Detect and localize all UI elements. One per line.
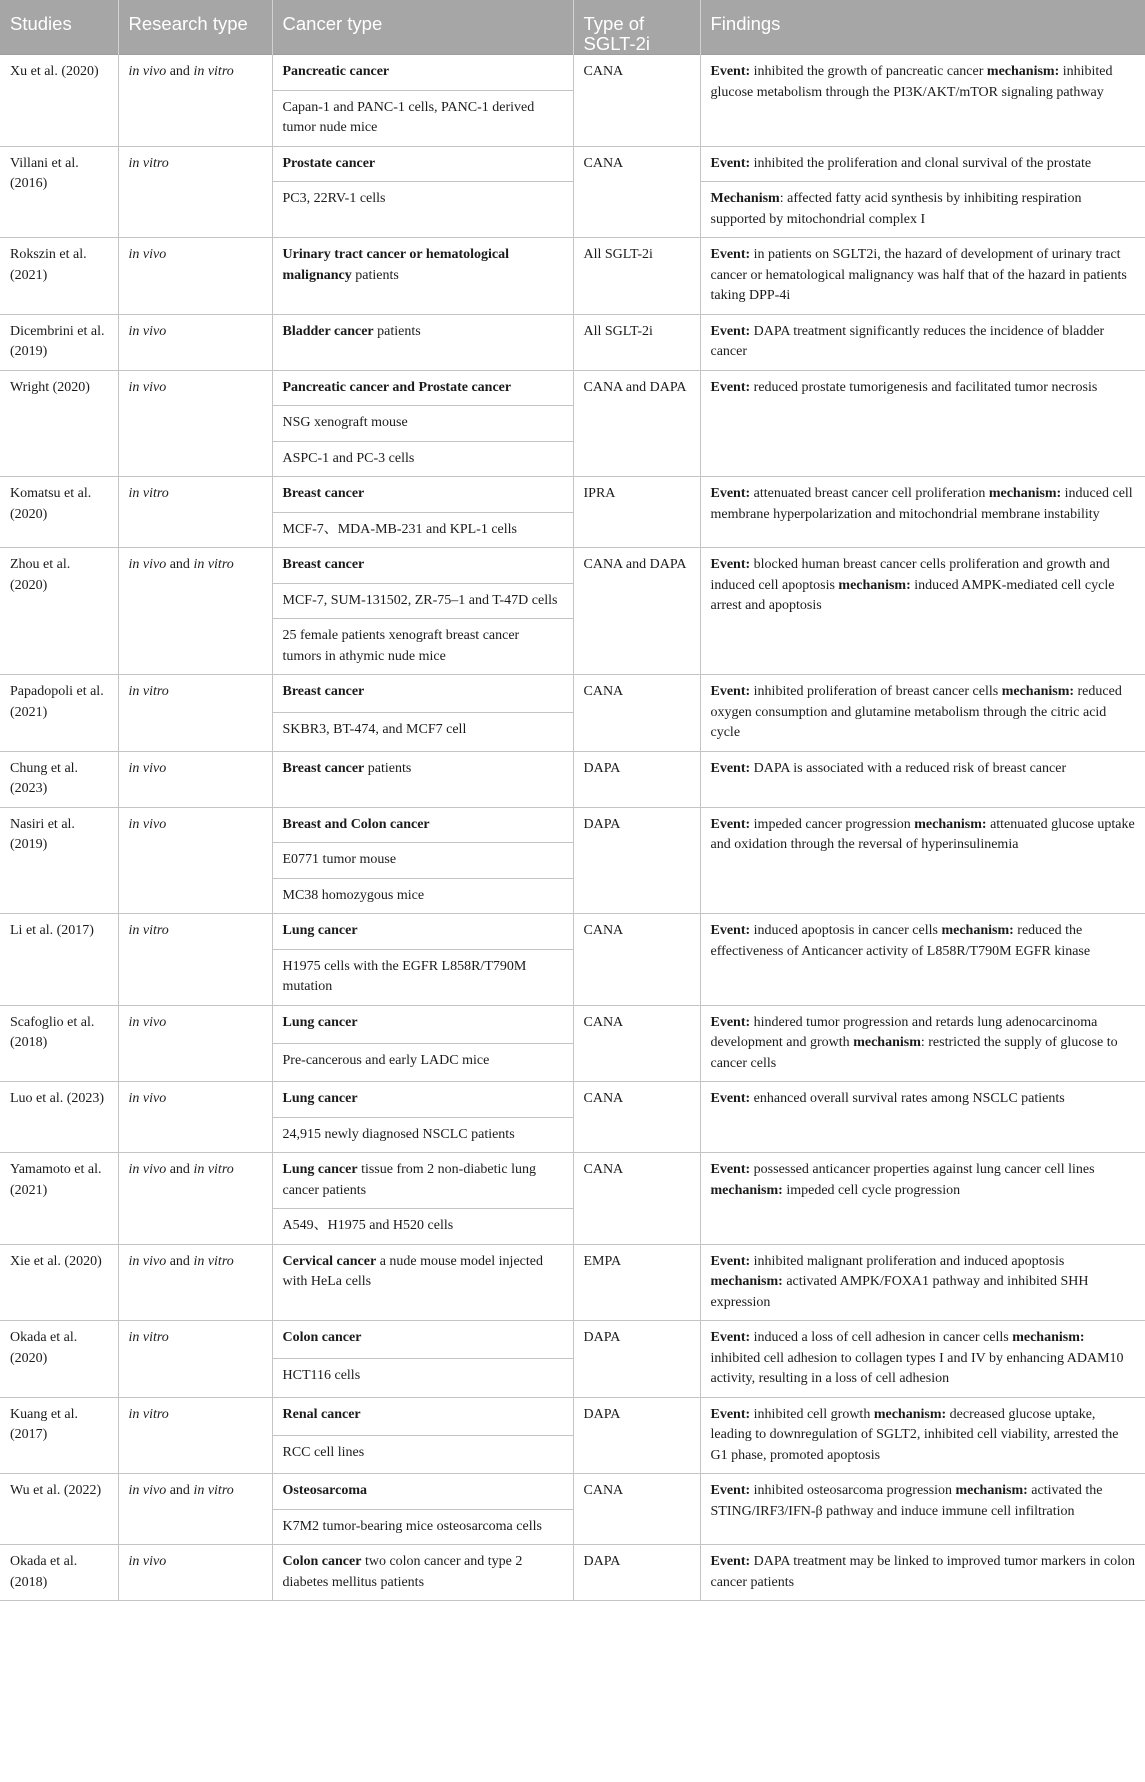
cancer-type-cell: [272, 146, 573, 182]
findings-cell: [700, 55, 1145, 147]
text-run: in vivo: [128, 1162, 167, 1177]
text-run: and: [166, 64, 194, 79]
text-run: induced a loss of cell adhesion in cancer cells: [750, 1330, 1013, 1345]
sglt-type-cell: CANA: [573, 914, 700, 1006]
text-run: Cervical cancer: [282, 1253, 377, 1269]
text-run: inhibited the growth of pancreatic cancer: [750, 64, 987, 79]
findings-cell: [700, 182, 1145, 238]
sglt-type-cell: CANA: [573, 1474, 700, 1545]
cancer-type-cell: [272, 238, 573, 315]
table-header: [0, 0, 1145, 55]
text-run: in vivo: [128, 323, 167, 339]
text-run: ASPC-1 and PC-3 cells: [282, 450, 415, 466]
research-type-cell: [118, 914, 272, 1006]
findings-cell: [700, 370, 1145, 477]
text-run: in patients on SGLT2i, the hazard of development of urinary tract cancer or hematological malignancy was half that of the hazard in patients taking DPP-4i: [710, 247, 1127, 303]
text-run: in vitro: [128, 684, 169, 699]
text-run: in vivo: [128, 1014, 167, 1030]
findings-cell: [700, 314, 1145, 370]
cancer-type-cell: [272, 1005, 573, 1043]
text-run: inhibited the proliferation and clonal survival of the prostate: [750, 155, 1092, 171]
cancer-type-cell: [272, 406, 573, 442]
cancer-type-cell: [272, 1397, 573, 1435]
research-type-cell: [118, 548, 272, 675]
findings-cell: [700, 1545, 1145, 1601]
text-run: Renal cancer: [282, 1406, 361, 1422]
cancer-type-cell: [272, 713, 573, 751]
sglt-type-cell: IPRA: [573, 477, 700, 548]
text-run: blocked human breast cancer cells proliferation and growth and induced cell apoptosis: [710, 557, 1110, 593]
research-type-cell: [118, 1153, 272, 1245]
text-run: mechanism:: [710, 1274, 783, 1289]
findings-cell: [700, 238, 1145, 315]
header-sglt-type: Type of SGLT-2i: [573, 0, 700, 55]
sglt-type-cell: All SGLT-2i: [573, 238, 700, 315]
research-type-cell: [118, 370, 272, 477]
study-cell: Li et al. (2017): [0, 914, 118, 1006]
text-run: in vitro: [128, 155, 169, 171]
text-run: Event:: [710, 64, 751, 79]
findings-cell: [700, 914, 1145, 1006]
text-run: inhibited cell adhesion to collagen types I and IV by enhancing ADAM10 activity, resulting in a loss of cell adhesion: [710, 1350, 1124, 1386]
table-row: [0, 1244, 1145, 1321]
text-run: in vitro: [128, 486, 169, 501]
cancer-type-cell: [272, 1082, 573, 1118]
table-body: [0, 55, 1145, 1601]
cancer-type-cell: [272, 55, 573, 91]
text-run: reduced oxygen consumption and glutamine metabolism through the citric acid cycle: [710, 684, 1122, 740]
findings-cell: [700, 1397, 1145, 1474]
table-row: [0, 1005, 1145, 1043]
study-cell: Xu et al. (2020): [0, 55, 118, 147]
sglt-type-cell: CANA: [573, 55, 700, 147]
text-run: mechanism:: [838, 577, 911, 593]
header-research-type: Research type: [118, 0, 272, 55]
text-run: : restricted the supply of glucose to cancer cells: [710, 1035, 1118, 1071]
text-run: Event:: [710, 1253, 751, 1269]
text-run: A549、H1975 and H520 cells: [282, 1218, 454, 1233]
text-run: Lung cancer: [282, 1162, 358, 1177]
table-row: [0, 314, 1145, 370]
sglt-type-cell: CANA: [573, 1153, 700, 1245]
sglt-type-cell: All SGLT-2i: [573, 314, 700, 370]
findings-cell: [700, 751, 1145, 807]
sglt-type-cell: DAPA: [573, 1321, 700, 1398]
cancer-type-cell: [272, 548, 573, 584]
cancer-type-cell: [272, 1359, 573, 1397]
research-type-cell: [118, 1244, 272, 1321]
text-run: impeded cell cycle progression: [782, 1182, 961, 1198]
text-run: Breast cancer: [282, 486, 365, 501]
cancer-type-cell: [272, 1509, 573, 1545]
sglt-type-cell: CANA: [573, 1005, 700, 1082]
text-run: activated the STING/IRF3/IFN-β pathway and induce immune cell infiltration: [710, 1483, 1103, 1519]
sglt-type-cell: DAPA: [573, 1545, 700, 1601]
text-run: in vivo: [128, 1554, 167, 1569]
table-row: [0, 1474, 1145, 1510]
header-row: [0, 0, 1145, 55]
cancer-type-cell: [272, 370, 573, 406]
study-cell: Nasiri et al. (2019): [0, 807, 118, 914]
text-run: in vitro: [193, 64, 234, 79]
research-type-cell: [118, 751, 272, 807]
research-type-cell: [118, 1082, 272, 1153]
header-findings: Findings: [700, 0, 1145, 55]
text-run: reduced the effectiveness of Anticancer activity of L858R/T790M EGFR kinase: [710, 923, 1091, 959]
text-run: Pre-cancerous and early LADC mice: [282, 1052, 490, 1068]
study-cell: Rokszin et al. (2021): [0, 238, 118, 315]
cancer-type-cell: [272, 1043, 573, 1081]
text-run: Pancreatic cancer: [282, 64, 390, 79]
text-run: Event:: [710, 816, 751, 832]
research-type-cell: [118, 1397, 272, 1474]
text-run: attenuated glucose uptake and oxidation through the reversal of hyperinsulinemia: [710, 816, 1135, 852]
text-run: mechanism:: [941, 923, 1014, 938]
table-row: [0, 1397, 1145, 1435]
text-run: Breast cancer: [282, 557, 365, 572]
text-run: in vivo: [128, 247, 167, 262]
research-type-cell: [118, 1474, 272, 1545]
text-run: in vivo: [128, 760, 167, 776]
sglt-type-cell: DAPA: [573, 807, 700, 914]
text-run: attenuated breast cancer cell proliferation: [750, 486, 989, 501]
text-run: in vitro: [193, 557, 234, 572]
study-cell: Wu et al. (2022): [0, 1474, 118, 1545]
table-row: [0, 477, 1145, 513]
text-run: 25 female patients xenograft breast cancer tumors in athymic nude mice: [282, 628, 520, 664]
text-run: Mechanism: [710, 191, 780, 206]
sglt-type-cell: DAPA: [573, 1397, 700, 1474]
table-row: [0, 1321, 1145, 1359]
text-run: Capan-1 and PANC-1 cells, PANC-1 derived tumor nude mice: [282, 99, 535, 135]
text-run: Lung cancer: [282, 923, 358, 938]
text-run: in vitro: [193, 1483, 234, 1498]
cancer-type-cell: [272, 90, 573, 146]
text-run: reduced prostate tumorigenesis and facilitated tumor necrosis: [750, 379, 1098, 395]
text-run: inhibited malignant proliferation and induced apoptosis: [750, 1253, 1065, 1269]
text-run: inhibited cell growth: [750, 1406, 874, 1422]
study-cell: Papadopoli et al. (2021): [0, 675, 118, 752]
findings-cell: [700, 1244, 1145, 1321]
cancer-type-cell: [272, 878, 573, 914]
study-cell: Kuang et al. (2017): [0, 1397, 118, 1474]
text-run: RCC cell lines: [282, 1444, 365, 1460]
research-type-cell: [118, 146, 272, 238]
text-run: Event:: [710, 1330, 751, 1345]
table-row: [0, 807, 1145, 843]
findings-cell: [700, 1321, 1145, 1398]
text-run: Bladder cancer: [282, 323, 374, 339]
research-type-cell: [118, 55, 272, 147]
text-run: in vivo: [128, 1091, 167, 1106]
text-run: mechanism:: [1001, 684, 1075, 699]
sglt-type-cell: CANA: [573, 1082, 700, 1153]
text-run: Event:: [710, 486, 751, 501]
text-run: Event:: [710, 1406, 751, 1422]
sglt-type-cell: EMPA: [573, 1244, 700, 1321]
cancer-type-cell: [272, 751, 573, 807]
cancer-type-cell: [272, 182, 573, 238]
text-run: mechanism:: [710, 1182, 783, 1198]
cancer-type-cell: [272, 583, 573, 619]
text-run: patients: [351, 267, 399, 283]
text-run: Lung cancer: [282, 1014, 358, 1030]
text-run: and: [166, 1253, 194, 1269]
table-row: [0, 1545, 1145, 1601]
sglt-type-cell: CANA: [573, 146, 700, 238]
table-row: [0, 55, 1145, 91]
text-run: HCT116 cells: [282, 1368, 361, 1384]
text-run: DAPA is associated with a reduced risk of breast cancer: [750, 760, 1067, 776]
text-run: Event:: [710, 379, 751, 395]
text-run: Colon cancer: [282, 1554, 362, 1569]
text-run: Colon cancer: [282, 1330, 362, 1345]
cancer-type-cell: [272, 807, 573, 843]
cancer-type-cell: [272, 675, 573, 713]
text-run: inhibited proliferation of breast cancer cells: [750, 684, 1002, 699]
text-run: and: [166, 557, 194, 572]
text-run: in vivo: [128, 64, 167, 79]
text-run: and: [166, 1483, 194, 1498]
sglt-type-cell: CANA: [573, 675, 700, 752]
study-cell: Yamamoto et al. (2021): [0, 1153, 118, 1245]
text-run: mechanism:: [1012, 1330, 1085, 1345]
text-run: Osteosarcoma: [282, 1483, 367, 1498]
text-run: Event:: [710, 155, 751, 171]
text-run: Breast cancer: [282, 760, 365, 776]
text-run: Event:: [710, 1554, 751, 1569]
text-run: mechanism:: [873, 1406, 947, 1422]
text-run: mechanism: [853, 1035, 921, 1050]
text-run: DAPA treatment significantly reduces the incidence of bladder cancer: [710, 323, 1105, 359]
text-run: PC3, 22RV-1 cells: [282, 191, 386, 206]
text-run: Event:: [710, 1091, 751, 1106]
text-run: possessed anticancer properties against lung cancer cell lines: [750, 1162, 1095, 1177]
text-run: a nude mouse model injected with HeLa cells: [282, 1253, 543, 1289]
text-run: in vitro: [128, 923, 169, 938]
study-cell: Xie et al. (2020): [0, 1244, 118, 1321]
text-run: inhibited glucose metabolism through the PI3K/AKT/mTOR signaling pathway: [710, 64, 1113, 100]
cancer-type-cell: [272, 314, 573, 370]
study-cell: Chung et al. (2023): [0, 751, 118, 807]
text-run: Event:: [710, 760, 751, 776]
text-run: mechanism:: [988, 486, 1062, 501]
text-run: mechanism:: [955, 1483, 1028, 1498]
findings-cell: [700, 1474, 1145, 1545]
text-run: induced AMPK-mediated cell cycle arrest and apoptosis: [710, 577, 1115, 613]
cancer-type-cell: [272, 441, 573, 477]
text-run: two colon cancer and type 2 diabetes mellitus patients: [282, 1554, 523, 1590]
text-run: in vitro: [128, 1330, 169, 1345]
text-run: inhibited osteosarcoma progression: [750, 1483, 956, 1498]
study-cell: Okada et al. (2020): [0, 1321, 118, 1398]
findings-cell: [700, 548, 1145, 675]
text-run: MCF-7、MDA-MB-231 and KPL-1 cells: [282, 521, 517, 537]
text-run: Event:: [710, 1483, 751, 1498]
research-type-cell: [118, 238, 272, 315]
text-run: in vitro: [128, 1406, 169, 1422]
text-run: Lung cancer: [282, 1091, 358, 1106]
text-run: mechanism:: [914, 816, 987, 832]
text-run: hindered tumor progression and retards lung adenocarcinoma development and growth: [710, 1014, 1098, 1050]
header-cancer-type: Cancer type: [272, 0, 573, 55]
findings-cell: [700, 807, 1145, 914]
study-cell: Komatsu et al. (2020): [0, 477, 118, 548]
text-run: tissue from 2 non-diabetic lung cancer patients: [282, 1162, 537, 1198]
text-run: activated AMPK/FOXA1 pathway and inhibited SHH expression: [710, 1274, 1089, 1310]
cancer-type-cell: [272, 1474, 573, 1510]
cancer-type-cell: [272, 1244, 573, 1321]
text-run: 24,915 newly diagnosed NSCLC patients: [282, 1126, 515, 1142]
findings-cell: [700, 1005, 1145, 1082]
findings-cell: [700, 146, 1145, 182]
research-type-cell: [118, 675, 272, 752]
text-run: mechanism:: [986, 64, 1060, 79]
research-type-cell: [118, 477, 272, 548]
text-run: MC38 homozygous mice: [282, 887, 425, 903]
text-run: Prostate cancer: [282, 155, 376, 171]
study-cell: Okada et al. (2018): [0, 1545, 118, 1601]
findings-cell: [700, 1153, 1145, 1245]
text-run: and: [166, 1162, 194, 1177]
text-run: in vivo: [128, 816, 167, 832]
text-run: in vivo: [128, 1483, 167, 1498]
text-run: patients: [373, 323, 421, 339]
research-type-cell: [118, 314, 272, 370]
text-run: Breast cancer: [282, 684, 365, 699]
study-cell: Luo et al. (2023): [0, 1082, 118, 1153]
text-run: in vivo: [128, 557, 167, 572]
research-type-cell: [118, 1005, 272, 1082]
text-run: Event:: [710, 684, 751, 699]
text-run: in vivo: [128, 1253, 167, 1269]
findings-cell: [700, 675, 1145, 752]
header-studies: Studies: [0, 0, 118, 55]
table-row: [0, 1082, 1145, 1118]
text-run: Pancreatic cancer and Prostate cancer: [282, 379, 512, 395]
cancer-type-cell: [272, 477, 573, 513]
cancer-type-cell: [272, 1435, 573, 1473]
sglt-type-cell: CANA and DAPA: [573, 548, 700, 675]
table-row: [0, 370, 1145, 406]
text-run: MCF-7, SUM-131502, ZR-75–1 and T-47D cells: [282, 592, 558, 608]
cancer-type-cell: [272, 1117, 573, 1153]
text-run: : affected fatty acid synthesis by inhibiting respiration supported by mitochondrial complex I: [710, 191, 1082, 227]
sglt-type-cell: CANA and DAPA: [573, 370, 700, 477]
research-type-cell: [118, 1321, 272, 1398]
research-type-cell: [118, 1545, 272, 1601]
text-run: in vitro: [193, 1253, 234, 1269]
text-run: patients: [364, 760, 412, 776]
text-run: Event:: [710, 1014, 751, 1030]
text-run: K7M2 tumor-bearing mice osteosarcoma cells: [282, 1518, 542, 1534]
cancer-type-cell: [272, 1209, 573, 1245]
cancer-type-cell: [272, 843, 573, 879]
cancer-type-cell: [272, 512, 573, 548]
table-row: [0, 238, 1145, 315]
findings-cell: [700, 477, 1145, 548]
study-cell: Villani et al. (2016): [0, 146, 118, 238]
text-run: Event:: [710, 247, 751, 262]
cancer-type-cell: [272, 1153, 573, 1209]
cancer-type-cell: [272, 619, 573, 675]
study-cell: Scafoglio et al. (2018): [0, 1005, 118, 1082]
text-run: in vivo: [128, 379, 167, 395]
text-run: Event:: [710, 923, 751, 938]
text-run: Breast and Colon cancer: [282, 816, 430, 832]
table-row: [0, 1153, 1145, 1209]
text-run: Event:: [710, 323, 751, 339]
text-run: in vitro: [193, 1162, 234, 1177]
cancer-type-cell: [272, 1545, 573, 1601]
table-row: [0, 146, 1145, 182]
text-run: E0771 tumor mouse: [282, 852, 397, 867]
text-run: Event:: [710, 1162, 751, 1177]
sglt-type-cell: DAPA: [573, 751, 700, 807]
text-run: impeded cancer progression: [750, 816, 915, 832]
text-run: SKBR3, BT-474, and MCF7 cell: [282, 722, 467, 738]
table-row: [0, 914, 1145, 950]
text-run: Event:: [710, 557, 751, 572]
study-cell: Dicembrini et al. (2019): [0, 314, 118, 370]
text-run: NSG xenograft mouse: [282, 415, 408, 430]
cancer-type-cell: [272, 914, 573, 950]
text-run: Urinary tract cancer or hematological malignancy: [282, 247, 510, 283]
text-run: induced apoptosis in cancer cells: [750, 923, 942, 938]
text-run: enhanced overall survival rates among NSCLC patients: [750, 1091, 1065, 1106]
study-cell: Wright (2020): [0, 370, 118, 477]
text-run: induced cell membrane hyperpolarization and mitochondrial membrane instability: [710, 486, 1133, 522]
text-run: H1975 cells with the EGFR L858R/T790M mutation: [282, 958, 527, 994]
findings-cell: [700, 1082, 1145, 1153]
research-type-cell: [118, 807, 272, 914]
text-run: decreased glucose uptake, leading to downregulation of SGLT2, inhibited cell viability, arrested the G1 phase, promoted apoptosis: [710, 1406, 1119, 1463]
study-cell: Zhou et al. (2020): [0, 548, 118, 675]
table-row: [0, 751, 1145, 807]
table-row: [0, 548, 1145, 584]
text-run: DAPA treatment may be linked to improved tumor markers in colon cancer patients: [710, 1554, 1135, 1590]
table-row: [0, 675, 1145, 713]
cancer-type-cell: [272, 949, 573, 1005]
cancer-type-cell: [272, 1321, 573, 1359]
